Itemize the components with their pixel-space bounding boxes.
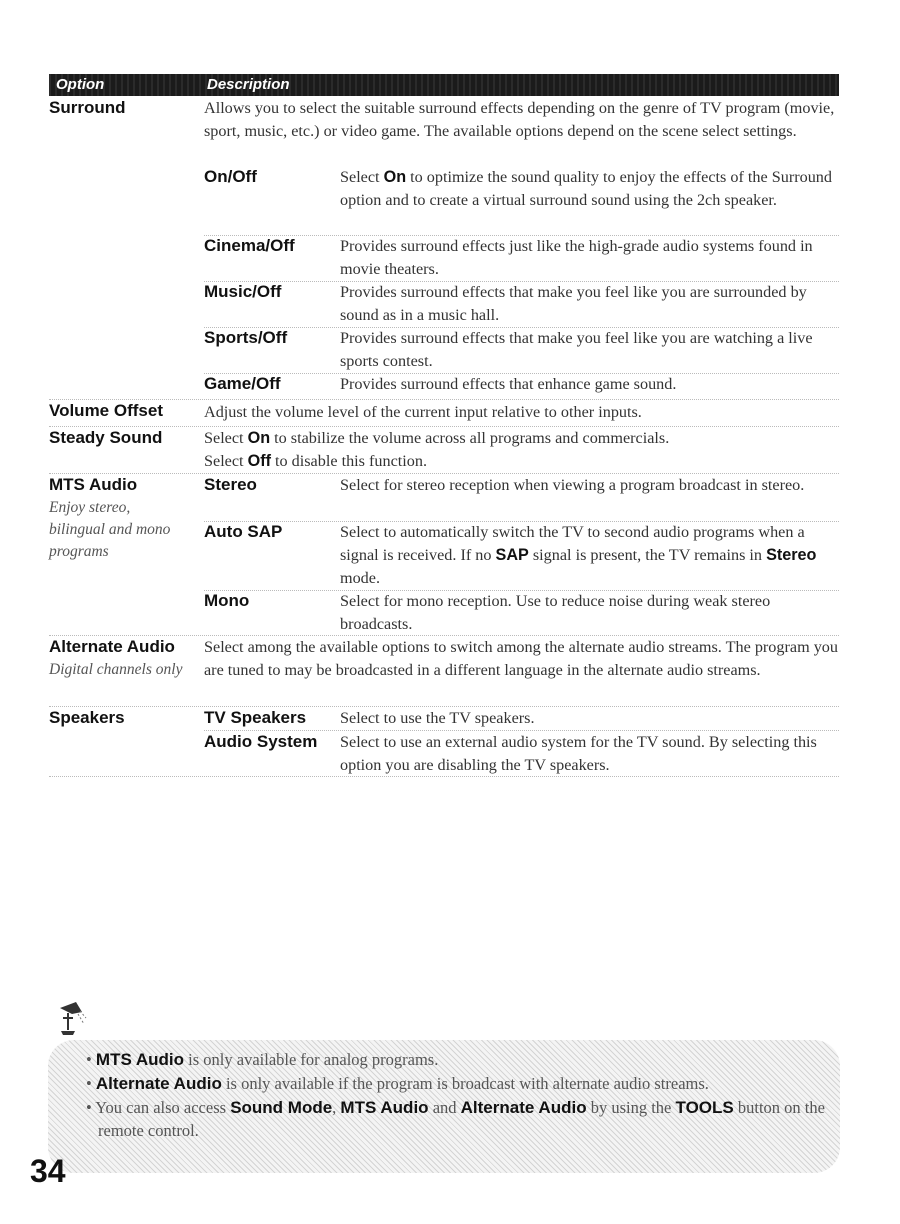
table-header — [49, 74, 839, 96]
alternate-audio-subtitle: Digital channels only — [49, 661, 183, 678]
option-volume-offset: Volume Offset — [49, 401, 163, 420]
auto-sap-description: Select to automatically switch the TV to second audio programs when a signal is received. If no SAP signal is present, the TV remains in Stereo mode. — [340, 523, 817, 587]
row-alternate-audio — [49, 636, 839, 707]
row-surround — [49, 97, 839, 400]
suboption-game: Game/Off — [204, 374, 281, 393]
stereo-description: Select for stereo reception when viewing a program broadcast in stereo. — [340, 476, 805, 494]
row-volume-offset — [49, 400, 839, 427]
suboption-tv-speakers: TV Speakers — [204, 708, 307, 727]
music-description: Provides surround effects that make you feel like you are surrounded by sound as in a music hall. — [340, 283, 807, 324]
sports-description: Provides surround effects that make you feel like you are watching a live sports contest. — [340, 329, 813, 370]
suboption-music: Music/Off — [204, 282, 282, 301]
sub-music — [204, 281, 839, 328]
sub-cinema — [204, 235, 839, 282]
header-description-label: Description — [207, 76, 290, 93]
suboption-sports: Sports/Off — [204, 328, 288, 347]
tip-lamp-icon — [56, 998, 92, 1036]
surround-description: Allows you to select the suitable surround effects depending on the genre of TV program (movie, sport, music, etc.) or video game. The available options depend on the scene select settings. — [204, 99, 835, 140]
suboption-cinema: Cinema/Off — [204, 236, 295, 255]
sub-onoff — [204, 166, 839, 236]
option-alternate-audio: Alternate Audio — [49, 637, 175, 656]
sub-game — [204, 373, 839, 398]
sub-stereo — [204, 474, 839, 522]
tip-tools-access: • You can also access Sound Mode, MTS Audio and Alternate Audio by using the TOOLS button on the remote control. — [86, 1098, 825, 1140]
steady-sound-description: Select On to stabilize the volume across all programs and commercials. Select Off to disable this function. — [204, 429, 670, 470]
sub-tv-speakers — [204, 707, 839, 731]
header-option-label: Option — [56, 76, 105, 93]
option-mts-audio: MTS Audio — [49, 475, 138, 494]
game-description: Provides surround effects that enhance game sound. — [340, 375, 677, 393]
suboption-mono: Mono — [204, 591, 250, 610]
sub-sports — [204, 327, 839, 374]
audio-system-description: Select to use an external audio system for the TV sound. By selecting this option you are disabling the TV speakers. — [340, 733, 817, 774]
suboption-onoff: On/Off — [204, 167, 257, 186]
row-speakers — [49, 707, 839, 777]
option-speakers: Speakers — [49, 708, 125, 727]
sub-audio-system — [204, 731, 839, 776]
option-steady-sound: Steady Sound — [49, 428, 163, 447]
row-steady-sound — [49, 427, 839, 474]
cinema-description: Provides surround effects just like the high-grade audio systems found in movie theaters. — [340, 237, 813, 278]
row-mts-audio — [49, 474, 839, 636]
tv-speakers-description: Select to use the TV speakers. — [340, 709, 535, 727]
tips-box — [48, 1040, 840, 1173]
mts-audio-subtitle: Enjoy stereo, bilingual and mono programs — [49, 499, 171, 560]
mono-description: Select for mono reception. Use to reduce noise during weak stereo broadcasts. — [340, 592, 771, 633]
option-surround: Surround — [49, 98, 126, 117]
sub-auto-sap — [204, 521, 839, 591]
tip-alternate-audio: • Alternate Audio is only available if the program is broadcast with alternate audio streams. — [86, 1074, 709, 1093]
sub-mono — [204, 590, 839, 634]
suboption-audio-system: Audio System — [204, 732, 318, 751]
alternate-audio-description: Select among the available options to switch among the alternate audio streams. The program you are tuned to may be broadcasted in a different language in the alternate audio streams. — [204, 638, 838, 679]
suboption-stereo: Stereo — [204, 475, 257, 494]
onoff-description: Select On to optimize the sound quality to enjoy the effects of the Surround option and to create a virtual surround sound using the 2ch speaker. — [340, 168, 832, 209]
volume-offset-description: Adjust the volume level of the current input relative to other inputs. — [204, 403, 642, 421]
page-number: 34 — [30, 1153, 66, 1189]
tip-mts-audio: • MTS Audio is only available for analog programs. — [86, 1050, 439, 1069]
suboption-auto-sap: Auto SAP — [204, 522, 283, 541]
